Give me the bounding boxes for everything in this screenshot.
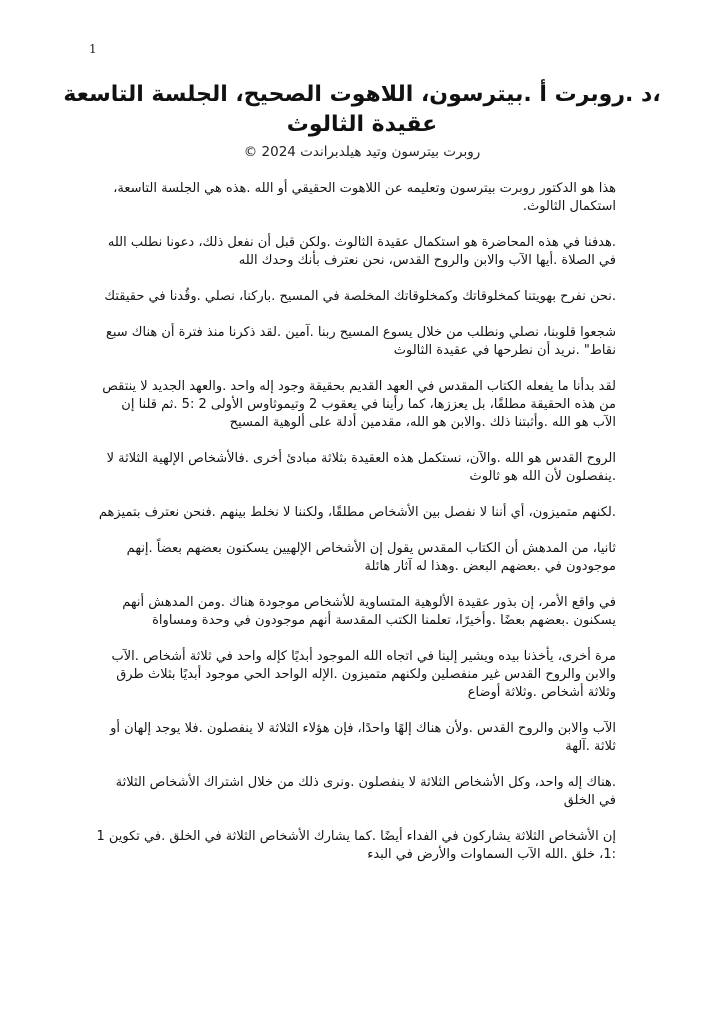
paragraph: شجعوا قلوبنا، نصلي ونطلب من خلال يسوع المسيح ربنا .آمين .لقد ذكرنا منذ فترة أن هناك سبع نقاط" .نريد أن نطرحها في عقيدة الثالوث <box>105 325 616 358</box>
paragraph: في واقع الأمر، إن بذور عقيدة الألوهية المتساوية للأشخاص موجودة هناك .ومن المدهش أنهم يسكنون .بعضهم بعضًا .وأخيرًا، تعلمنا الكتب المقدسة أنهم موجودون في وحدة ومساواة <box>122 595 616 628</box>
paragraph: .نحن نفرح بهويتنا كمخلوقاتك وكمخلوقاتك المخلصة في المسيح .باركنا، نصلي .وقُدنا في حقيقتك <box>104 289 616 304</box>
document-body <box>95 180 616 882</box>
paragraph: الآب والابن والروح القدس .ولأن هناك إلهًا واحدًا، فإن هؤلاء الثلاثة لا ينفصلون .فلا يوجد إلهان أو ثلاثة .آلهة <box>110 721 616 754</box>
paragraph: .هدفنا في هذه المحاضرة هو استكمال عقيدة الثالوث .ولكن قبل أن نفعل ذلك، دعونا نطلب الله في الصلاة .أيها الآب والابن والروح القدس، نحن نعترف بأنك وحدك الله <box>107 235 616 268</box>
paragraph: .هناك إله واحد، وكل الأشخاص الثلاثة لا ينفصلون .ونرى ذلك من خلال اشتراك الأشخاص الثلاثة في الخلق <box>115 775 616 808</box>
document-subtitle: عقيدة الثالوث <box>286 112 438 137</box>
paragraph: هذا هو الدكتور روبرت بيترسون وتعليمه عن اللاهوت الحقيقي أو الله .هذه هي الجلسة التاسعة، استكمال الثالوث. <box>113 181 616 214</box>
paragraph: لقد بدأنا ما يفعله الكتاب المقدس في العهد القديم بحقيقة وجود إله واحد .والعهد الجديد لا ينتقص من هذه الحقيقة مطلقًا، بل يعززها، كما رأينا في يعقوب 2 وتيموثاوس الأولى 2 :5 .ثم قلنا إن الآب هو الله .وأثبتنا ذلك .والابن هو الله، مقدمين أدلة على ألوهية المسيح <box>102 379 616 430</box>
paragraph: الروح القدس هو الله .والآن، نستكمل هذه العقيدة بثلاثة مبادئ أخرى .فالأشخاص الإلهية الثلاثة لا .ينفصلون لأن الله هو ثالوث <box>106 451 616 484</box>
document-title: ،د .روبرت أ .بيترسون، اللاهوت الصحيح، الجلسة التاسعة <box>63 82 661 107</box>
paragraph: ثانيا، من المدهش أن الكتاب المقدس يقول إن الأشخاص الإلهيين يسكنون بعضهم بعضاً .إنهم موجودون في .بعضهم البعض .وهذا له آثار هائلة <box>126 541 616 574</box>
paragraph: مرة أخرى، يأخذنا بيده ويشير إلينا في اتجاه الله الموجود أبديًا كإله واحد في ثلاثة أشخاص .الآب والابن والروح القدس غير منفصلين ولكنهم متميزون .الإله الواحد الحي موجود أبديًا بثلاث طرق وثلاثة أشخاص .وثلاثة أوضاع <box>111 649 616 700</box>
copyright-line: روبرت بيترسون وتيد هيلدبراندت 2024 © <box>243 144 481 160</box>
document-header <box>60 80 664 162</box>
page-number: 1 <box>89 42 97 56</box>
paragraph: إن الأشخاص الثلاثة يشاركون في الفداء أيضًا .كما يشارك الأشخاص الثلاثة في الخلق .في تكوين 1 :1، خلق .الله الآب السماوات والأرض في البدء <box>96 829 616 862</box>
paragraph: .لكنهم متميزون، أي أننا لا نفصل بين الأشخاص مطلقًا، ولكننا لا نخلط بينهم .فنحن نعترف بتميزهم <box>98 505 616 520</box>
